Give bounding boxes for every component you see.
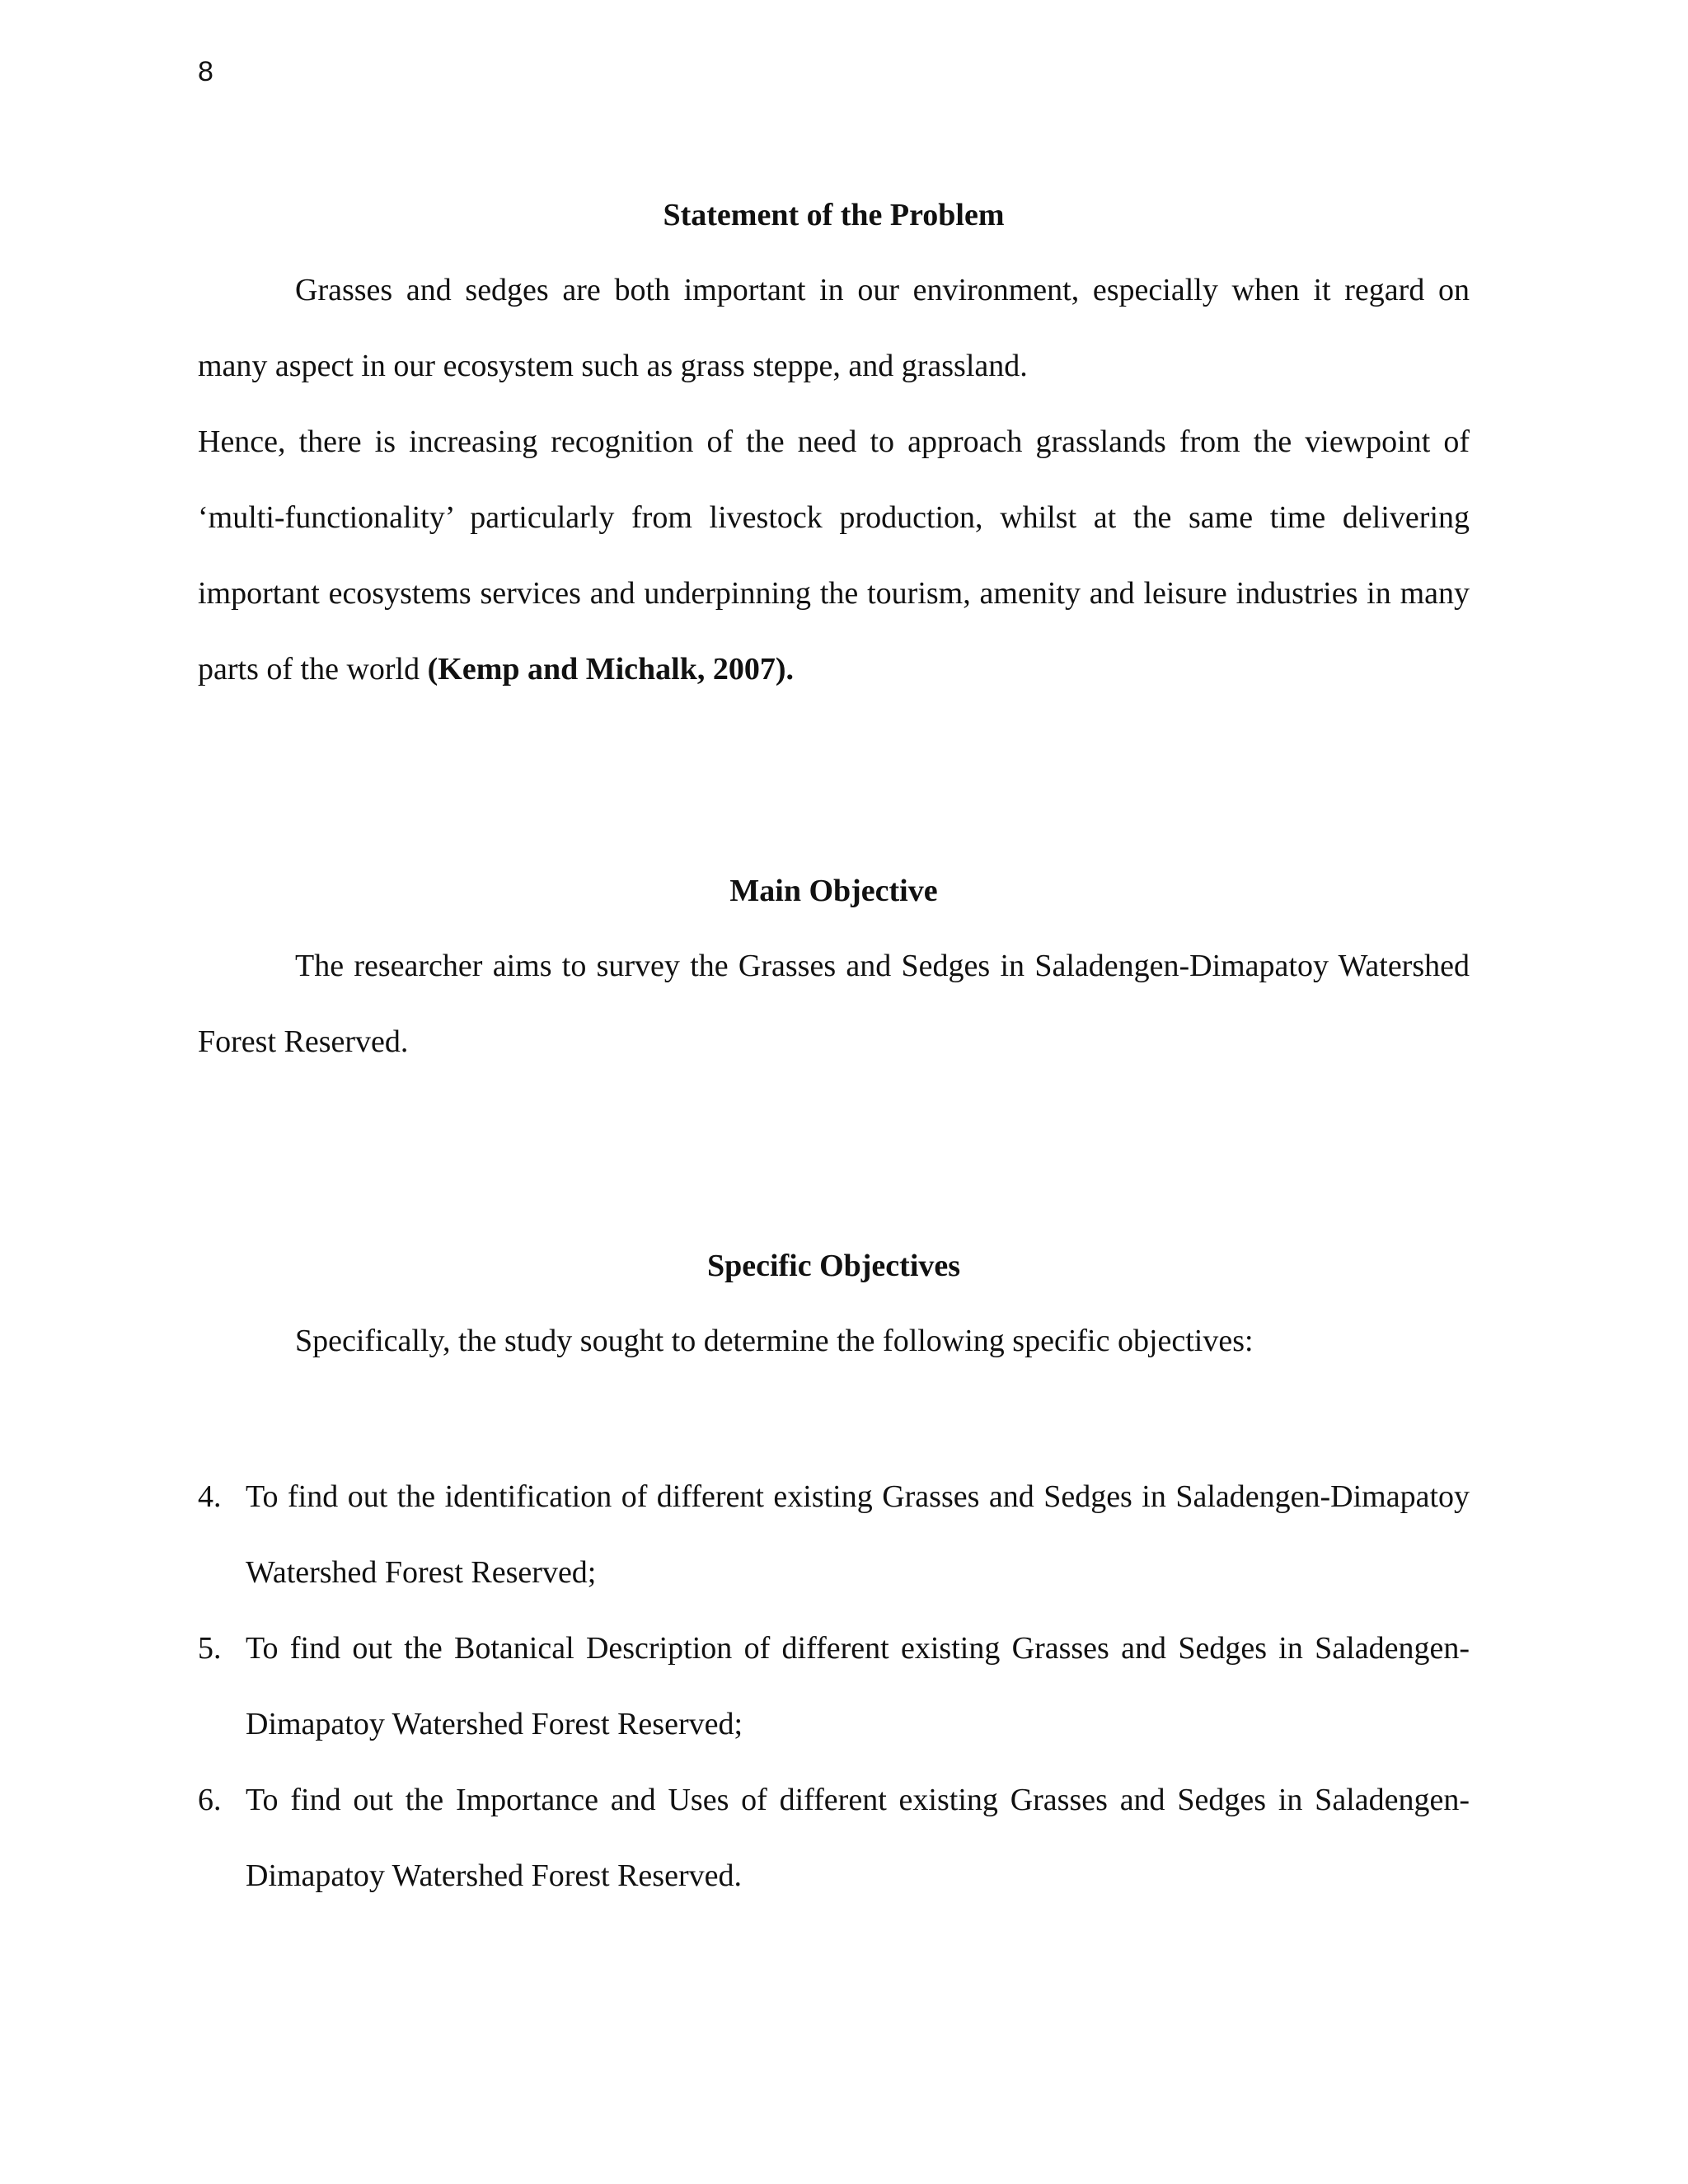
statement-paragraph-1: Grasses and sedges are both important in our environment, especially when it regard on many aspect in our ecosystem such as grass steppe, and grassland. (198, 273, 1470, 383)
main-objective-paragraph: The researcher aims to survey the Grasses and Sedges in Saladengen-Dimapatoy Watershed Forest Reserved. (198, 949, 1470, 1059)
citation: (Kemp and Michalk, 2007). (427, 652, 795, 687)
list-item-number: 4. (198, 1479, 222, 1514)
specific-objectives-list (198, 1459, 1470, 1914)
list-item-number: 6. (198, 1783, 222, 1817)
list-item-text: To find out the Botanical Description of different existing Grasses and Sedges in Saladengen-Dimapatoy Watershed Forest Reserved; (246, 1631, 1470, 1741)
statement-paragraph-2-text: Hence, there is increasing recognition of the need to approach grasslands from the viewpoint of ‘multi-functionality’ particularly from livestock production, whilst at the same time delivering important ecosystems services and underpinning the tourism, amenity and leisure industries in many parts of the world (198, 424, 1470, 687)
list-item-number: 5. (198, 1631, 222, 1666)
specific-objectives-heading: Specific Objectives (706, 1249, 961, 1283)
statement-heading: Statement of the Problem (663, 198, 1005, 232)
list-item (198, 1762, 1470, 1914)
specific-objectives-intro: Specifically, the study sought to determine the following specific objectives: (295, 1324, 1254, 1358)
list-item (198, 1610, 1470, 1762)
statement-paragraph-2 (198, 404, 1470, 707)
main-objective-heading: Main Objective (729, 874, 938, 908)
page-number: 8 (198, 56, 213, 87)
list-item (198, 1459, 1470, 1610)
list-item-text: To find out the Importance and Uses of different existing Grasses and Sedges in Saladengen-Dimapatoy Watershed Forest Reserved. (246, 1783, 1470, 1893)
list-item-text: To find out the identification of different existing Grasses and Sedges in Saladengen-Dimapatoy Watershed Forest Reserved; (246, 1479, 1470, 1590)
